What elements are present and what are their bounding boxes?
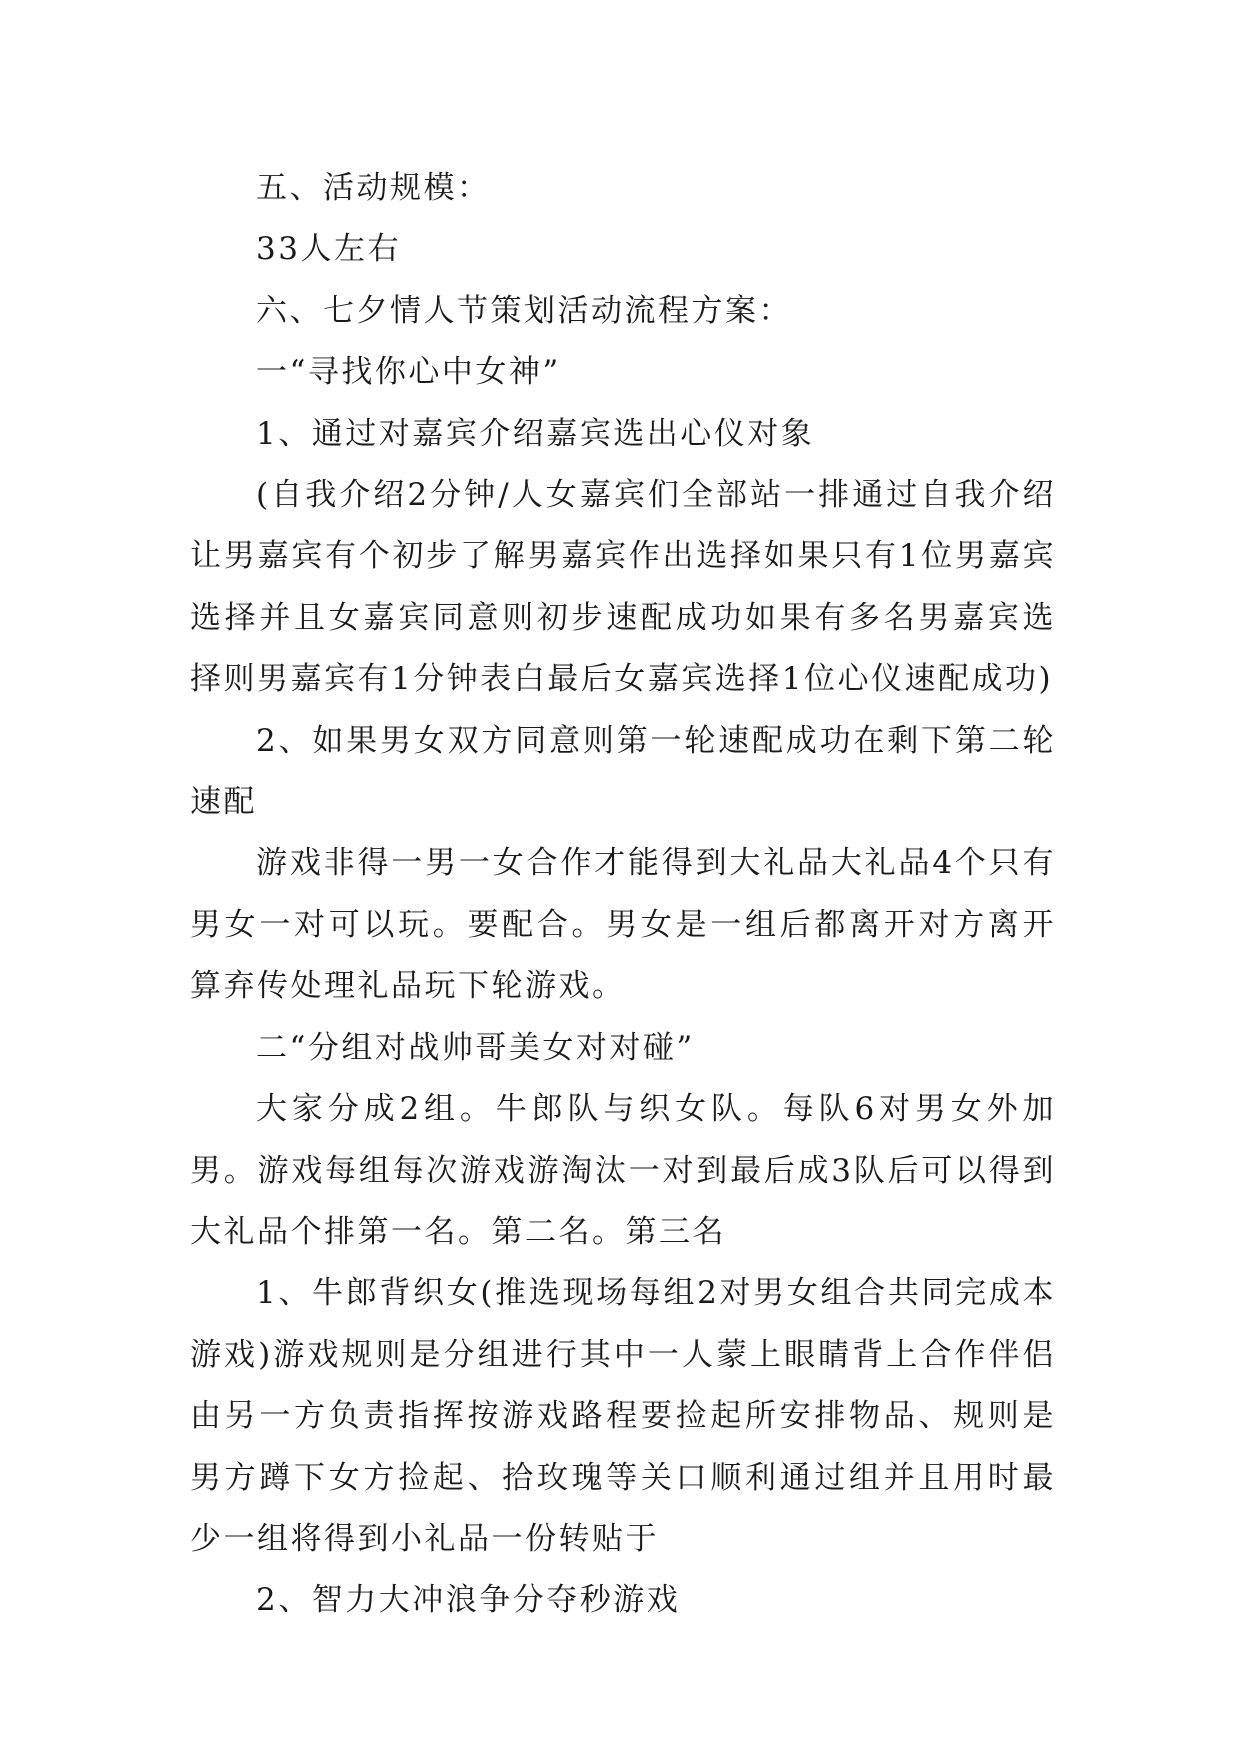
- game-one-step-1: 1、通过对嘉宾介绍嘉宾选出心仪对象: [256, 415, 815, 452]
- document-body: [190, 158, 1056, 1632]
- game-one-step-1-detail: (自我介绍2分钟/人女嘉宾们全部站一排通过自我介绍让男嘉宾有个初步了解男嘉宾作出选择如果只有1位男嘉宾选择并且女嘉宾同意则初步速配成功如果有多名男嘉宾选择则男嘉宾有1分钟表白最后女嘉宾选择1位心仪速配成功): [190, 477, 1056, 698]
- scale-text: 33人左右: [256, 231, 401, 268]
- game-two-teams: 大家分成2组。牛郎队与织女队。每队6对男女外加男。游戏每组每次游戏游淘汰一对到最后成3队后可以得到大礼品个排第一名。第二名。第三名: [190, 1091, 1056, 1250]
- game-one-prize-rules: 游戏非得一男一女合作才能得到大礼品大礼品4个只有男女一对可以玩。要配合。男女是一组后都离开对方离开算弃传处理礼品玩下轮游戏。: [190, 845, 1056, 1005]
- game-one-step-2: 2、如果男女双方同意则第一轮速配成功在剩下第二轮速配: [190, 722, 1056, 821]
- game-two-item-2: 2、智力大冲浪争分夺秒游戏: [256, 1582, 681, 1619]
- section-heading-process: 六、七夕情人节策划活动流程方案：: [256, 292, 792, 329]
- game-one-heading: 一“寻找你心中女神”: [256, 354, 561, 391]
- game-two-item-1: 1、牛郎背织女(推选现场每组2对男女组合共同完成本游戏)游戏规则是分组进行其中一人蒙上眼睛背上合作伴侣由另一方负责指挥按游戏路程要捡起所安排物品、规则是男方蹲下女方捡起、拾玫瑰等关口顺利通过组并且用时最少一组将得到小礼品一份转贴于: [190, 1275, 1056, 1557]
- game-two-heading: 二“分组对战帅哥美女对对碰”: [256, 1029, 695, 1066]
- section-heading-scale: 五、活动规模：: [256, 170, 491, 206]
